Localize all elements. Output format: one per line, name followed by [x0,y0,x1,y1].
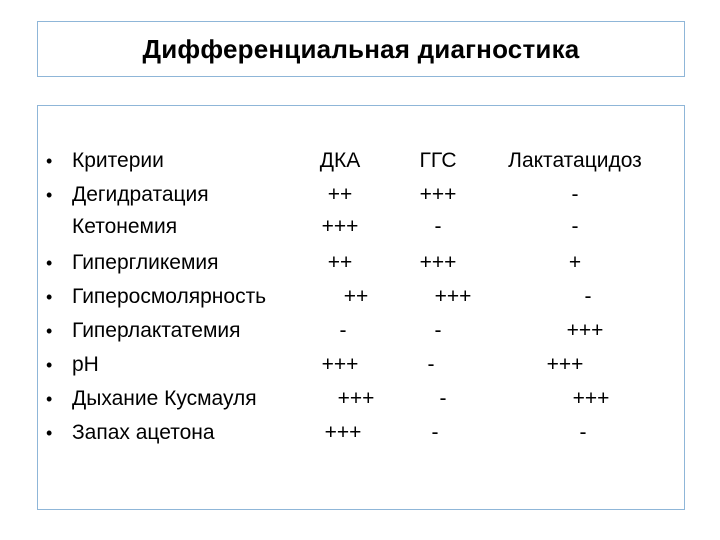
bullet: • [46,423,53,443]
bullet: • [46,389,53,409]
ggs-value: +++ [419,183,457,206]
ggs-value: +++ [434,285,472,308]
row-label: Кетонемия [72,215,178,238]
ggs-value: - [439,387,447,410]
table-row [38,144,684,178]
content-box [37,105,685,510]
bullet: • [46,287,53,307]
lact-value: +++ [566,319,604,342]
dka-value: ++ [343,285,369,308]
dka-value: +++ [321,215,359,238]
row-label: Гиперосмолярность [72,285,267,308]
dka-value: ++ [327,251,353,274]
table-row [38,416,684,450]
bullet: • [46,321,53,341]
table-row [38,314,684,348]
title-box [37,21,685,77]
row-label: Критерии [72,149,164,172]
lact-value: - [584,285,592,308]
dka-value: ++ [327,183,353,206]
ggs-value: ГГС [419,149,457,172]
row-label: pH [72,353,99,376]
ggs-value: - [434,319,442,342]
lact-value: +++ [572,387,610,410]
table-row [38,210,684,244]
lact-value: - [579,421,587,444]
table-row [38,348,684,382]
table-row [38,178,684,212]
lact-value: Лактатацидоз [508,149,642,172]
ggs-value: - [427,353,435,376]
bullet: • [46,355,53,375]
lact-value: + [568,251,582,274]
ggs-value: +++ [419,251,457,274]
row-label: Запах ацетона [72,421,215,444]
dka-value: +++ [324,421,362,444]
bullet: • [46,151,53,171]
ggs-value: - [434,215,442,238]
table-row [38,280,684,314]
dka-value: +++ [321,353,359,376]
table-row [38,382,684,416]
slide-title: Дифференциальная диагностика [142,33,580,64]
bullet: • [46,253,53,273]
ggs-value: - [431,421,439,444]
dka-value: +++ [337,387,375,410]
dka-value: - [339,319,347,342]
lact-value: +++ [546,353,584,376]
table-row [38,246,684,280]
row-label: Гиперлактатемия [72,319,241,342]
row-label: Гипергликемия [72,251,219,274]
lact-value: - [571,183,579,206]
lact-value: - [571,215,579,238]
dka-value: ДКА [319,149,361,172]
bullet: • [46,185,53,205]
row-label: Дегидратация [72,183,209,206]
row-label: Дыхание Кусмауля [72,387,257,410]
